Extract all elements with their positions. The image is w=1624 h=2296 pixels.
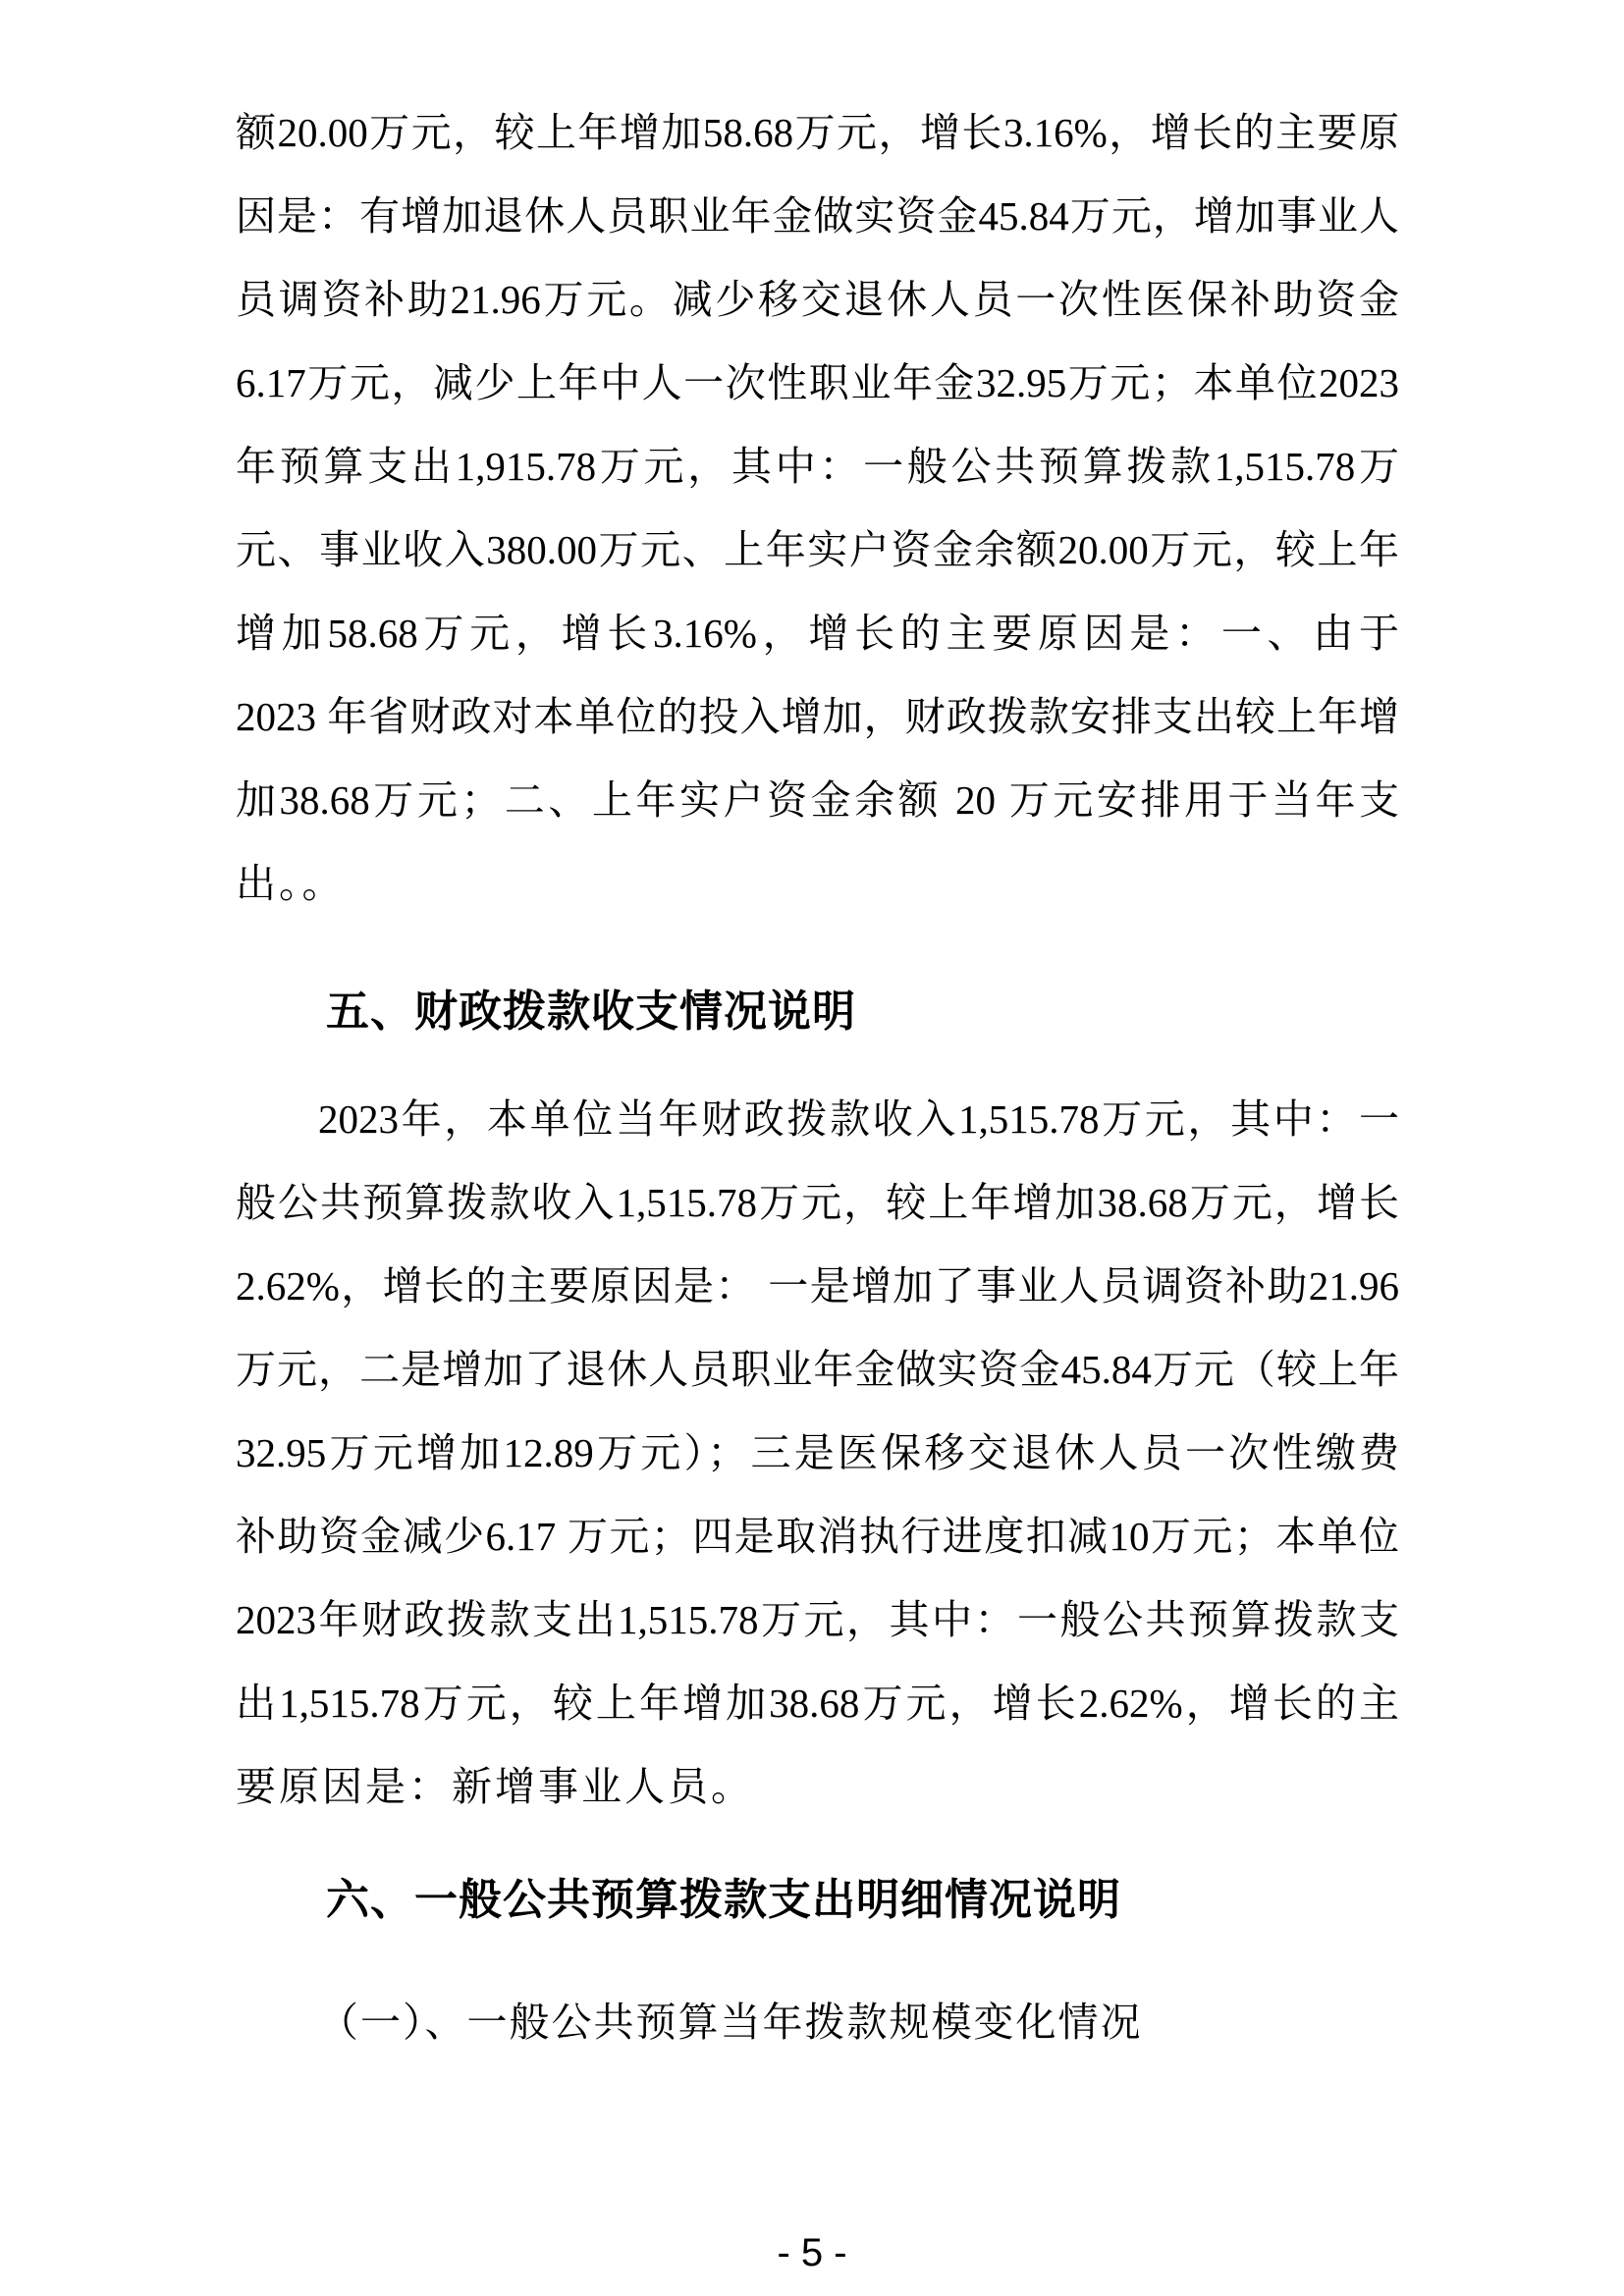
page-content — [236, 91, 1399, 2064]
body-line: 2.62%，增长的主要原因是： 一是增加了事业人员调资补助21.96 — [236, 1263, 1399, 1308]
body-line: 员调资补助21.96万元。减少移交退休人员一次性医保补助资金 — [236, 277, 1399, 322]
page-number: - 5 - — [777, 2231, 847, 2274]
body-line: 因是：有增加退休人员职业年金做实资金45.84万元，增加事业人 — [236, 193, 1399, 239]
body-line: 2023年财政拨款支出1,515.78万元，其中：一般公共预算拨款支 — [236, 1597, 1399, 1642]
body-line: 6.17万元，减少上年中人一次性职业年金32.95万元；本单位2023 — [236, 360, 1399, 405]
subsection-heading-six-one: （一）、一般公共预算当年拨款规模变化情况 — [318, 2000, 1143, 2045]
body-line: 出1,515.78万元，较上年增加38.68万元，增长2.62%，增长的主 — [236, 1681, 1399, 1726]
body-line: 额20.00万元，较上年增加58.68万元，增长3.16%，增长的主要原 — [236, 110, 1399, 155]
body-line: 万元，二是增加了退休人员职业年金做实资金45.84万元（较上年 — [236, 1347, 1399, 1392]
body-line: 年预算支出1,915.78万元，其中：一般公共预算拨款1,515.78万 — [236, 444, 1399, 489]
body-line: 32.95万元增加12.89万元）；三是医保移交退休人员一次性缴费 — [236, 1430, 1399, 1475]
section-heading-six: 六、一般公共预算拨款支出明细情况说明 — [326, 1876, 1121, 1924]
body-line: 出。。 — [236, 861, 346, 906]
body-line: 补助资金减少6.17 万元；四是取消执行进度扣减10万元；本单位 — [236, 1514, 1399, 1559]
body-line: 般公共预算拨款收入1,515.78万元，较上年增加38.68万元，增长 — [236, 1180, 1399, 1225]
paragraph-fiscal-appropriation — [236, 1078, 1399, 1829]
body-line: 增加58.68万元，增长3.16%，增长的主要原因是：一、由于 — [236, 611, 1399, 656]
body-line: 元、事业收入380.00万元、上年实户资金余额20.00万元，较上年 — [236, 527, 1399, 572]
section-heading-five: 五、财政拨款收支情况说明 — [326, 988, 856, 1036]
body-line: 2023年，本单位当年财政拨款收入1,515.78万元，其中：一 — [318, 1096, 1399, 1142]
body-line: 2023 年省财政对本单位的投入增加，财政拨款安排支出较上年增 — [236, 694, 1399, 739]
body-line: 加38.68万元；二、上年实户资金余额 20 万元安排用于当年支 — [236, 777, 1399, 823]
paragraph-budget-continued — [236, 91, 1399, 926]
body-line: 要原因是：新增事业人员。 — [236, 1764, 754, 1809]
